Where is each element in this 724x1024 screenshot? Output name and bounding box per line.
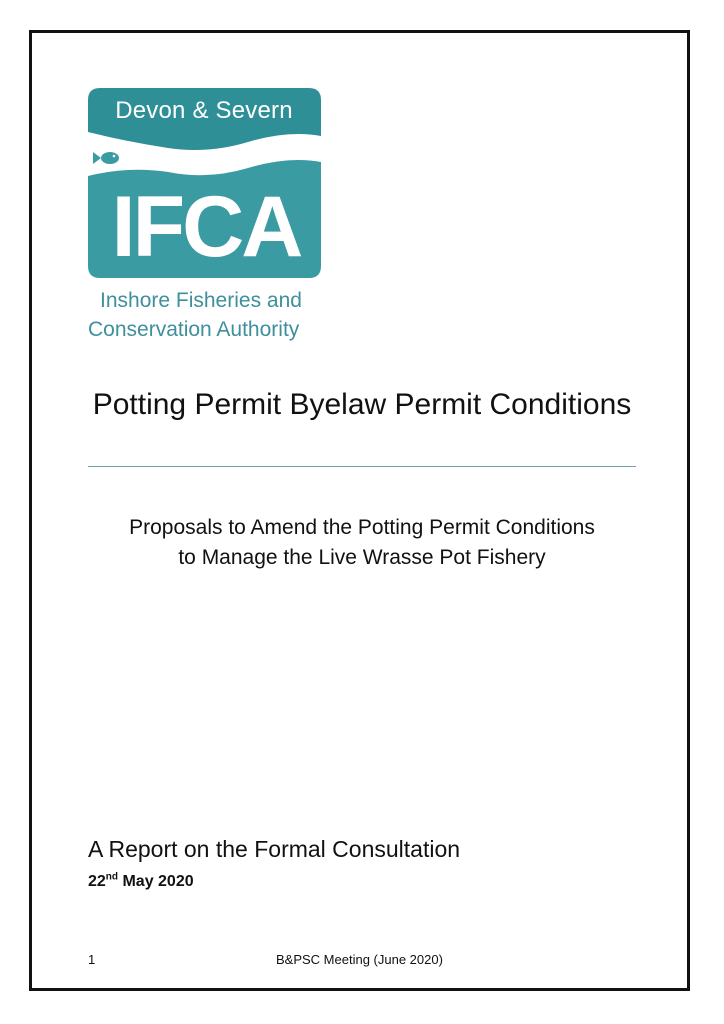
date-rest: May 2020 <box>118 873 194 890</box>
title-divider <box>88 466 636 467</box>
document-title: Potting Permit Byelaw Permit Conditions <box>92 388 632 421</box>
logo-subtitle <box>88 286 328 344</box>
date-suffix: nd <box>105 871 119 883</box>
report-title: A Report on the Formal Consultation <box>88 836 461 862</box>
logo-main-text: IFCA <box>111 179 301 275</box>
logo-sub-line1: Inshore Fisheries and <box>100 289 302 312</box>
ifca-logo <box>88 88 322 348</box>
date-day: 22 <box>88 873 106 890</box>
logo-top-text: Devon & Severn <box>115 97 293 124</box>
footer-meeting: B&PSC Meeting (June 2020) <box>276 952 443 967</box>
document-subtitle <box>88 513 636 573</box>
fish-icon <box>93 152 119 164</box>
logo-sub-line2: Conservation Authority <box>88 318 300 341</box>
subtitle-line1: Proposals to Amend the Potting Permit Conditions <box>129 516 595 539</box>
subtitle-line2: to Manage the Live Wrasse Pot Fishery <box>178 546 546 569</box>
page-number: 1 <box>88 952 96 967</box>
report-date <box>88 873 194 891</box>
